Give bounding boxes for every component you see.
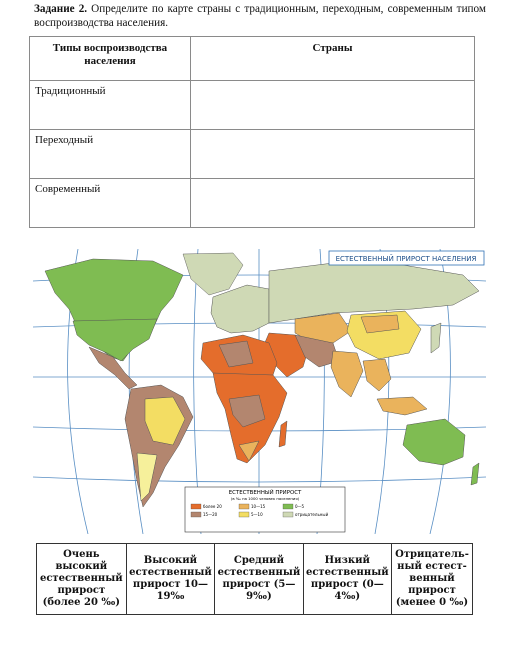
category-low: Низкий естественный прирост (0—4‰): [303, 544, 391, 615]
row-transitional: Переходный: [30, 130, 191, 179]
category-high: Высокий естественный прирост 10—19‰: [126, 544, 215, 615]
category-negative: Отрицатель-ный естест-венный прирост (менее 0 ‰): [391, 544, 472, 615]
map-legend-subtitle: (в ‰ на 1000 человек населения): [230, 496, 300, 501]
map-title: ЕСТЕСТВЕННЫЙ ПРИРОСТ НАСЕЛЕНИЯ: [335, 255, 477, 263]
category-very-high: Очень высокий естественный прирост (более 20 ‰): [37, 544, 127, 615]
legend-item-1: более 20: [203, 504, 222, 509]
legend-item-5: 0—5: [295, 504, 305, 509]
legend-item-2: 15—20: [203, 512, 218, 517]
task-text: [34, 2, 486, 30]
header-types: Типы воспроизводства населения: [30, 37, 191, 81]
task-body: Определите по карте страны с традиционным, переходным, современным типом воспроизводства населения.: [34, 3, 487, 29]
category-medium: Средний естественный прирост (5—9‰): [215, 544, 303, 615]
row-traditional: Традиционный: [30, 81, 191, 130]
map-legend: [185, 487, 345, 532]
legend-item-3: 10—15: [251, 504, 266, 509]
row-modern: Современный: [30, 179, 191, 228]
cell-traditional-countries[interactable]: [191, 81, 475, 130]
natural-growth-world-map: [33, 249, 486, 534]
map-legend-title: ЕСТЕСТВЕННЫЙ ПРИРОСТ: [228, 490, 302, 496]
cell-modern-countries[interactable]: [191, 179, 475, 228]
legend-item-6: отрицательный: [295, 512, 329, 517]
legend-item-4: 5—10: [251, 512, 263, 517]
header-countries: Страны: [191, 37, 475, 81]
task-label: Задание 2.: [34, 3, 88, 15]
reproduction-types-table: [29, 36, 475, 228]
growth-categories-table: [36, 543, 473, 615]
cell-transitional-countries[interactable]: [191, 130, 475, 179]
